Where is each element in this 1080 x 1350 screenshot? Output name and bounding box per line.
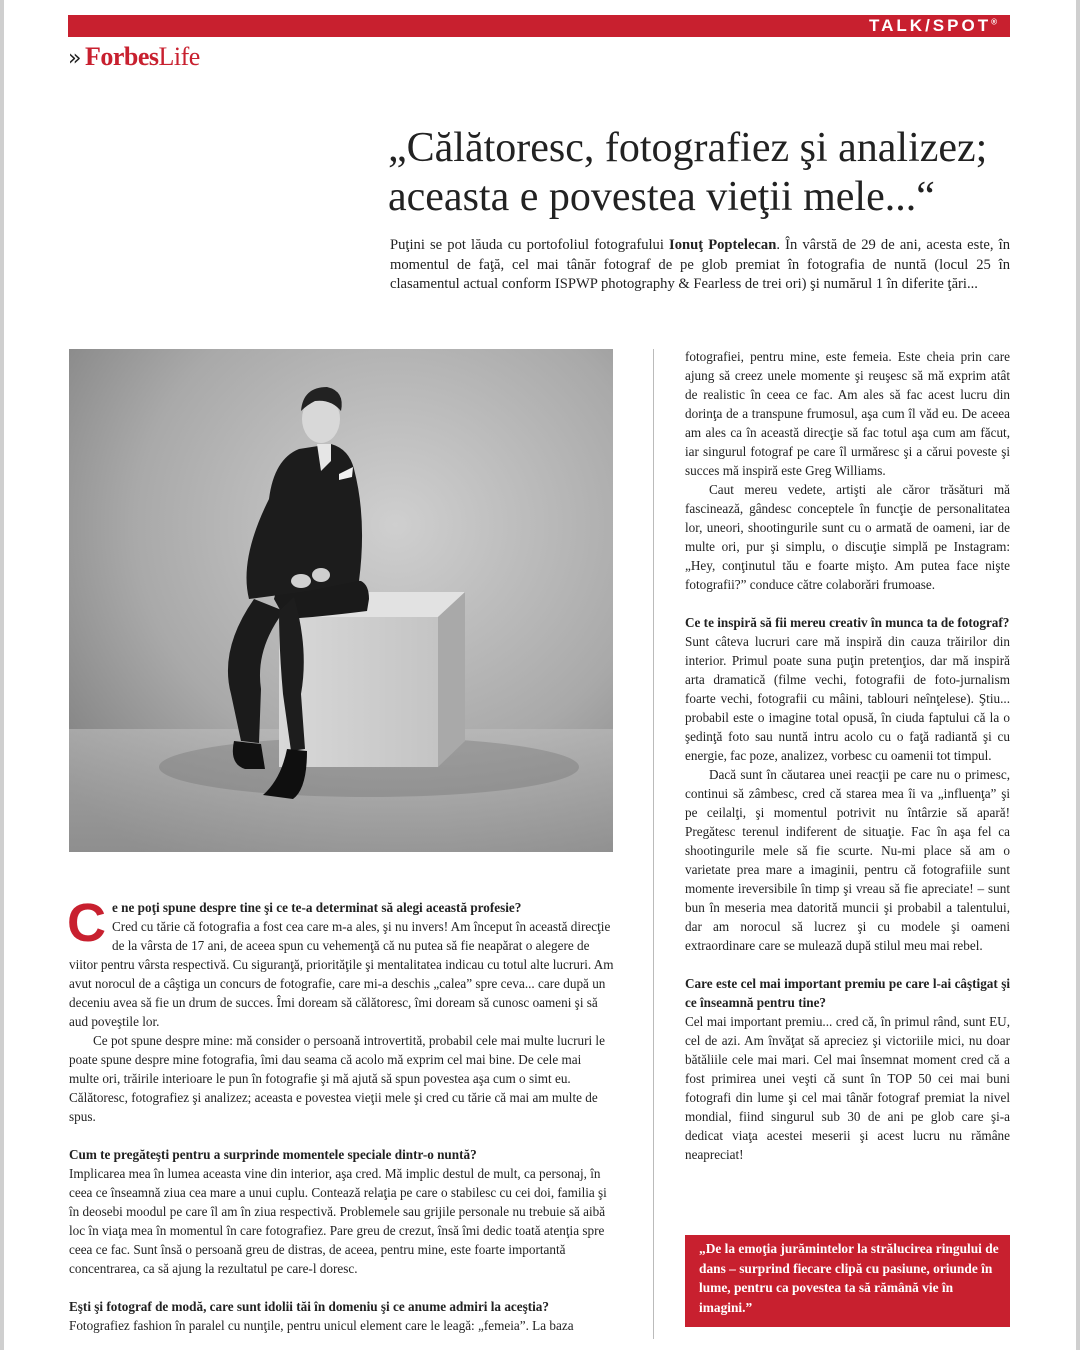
question-3: Eşti şi fotograf de modă, care sunt idolii tăi în domeniu şi ce anume admiri la aceştia? [69, 1299, 549, 1314]
article-headline: „Călătoresc, fotografiez şi analizez; aceasta e povestea vieţii mele...“ [388, 125, 988, 220]
answer-1-continued: Ce pot spune despre mine: mă consider o persoană introvertită, probabil cele mai multe lucruri le poate spune despre mine fotografia, îmi dau seama că acolo mă exprim cel mai bine. De cele mai multe ori, trăirile interioare le pun în fotografie şi mă ajută să spun povestea aşa cum o simt eu. Călătoresc, fotografiez şi analizez; aceasta e povestea vieţii mele şi cred cu tărie că mai am multe de spus. [69, 1033, 605, 1124]
question-5: Care este cel mai important premiu pe care l-ai câştigat şi ce înseamnă pentru tine? [685, 976, 1010, 1010]
question-1: Ce ne poţi spune despre tine şi ce te-a determinat să alegi această profesie? [67, 893, 522, 953]
question-4: Ce te inspiră să fii mereu creativ în munca ta de fotograf? [685, 615, 1010, 630]
question-2: Cum te pregăteşti pentru a surprinde momentele speciale dintr-o nuntă? [69, 1147, 477, 1162]
left-column [67, 893, 614, 1335]
column-divider [653, 349, 654, 1339]
answer-3: Fotografiez fashion în paralel cu nunţile, pentru unicul element care le leagă: „femeia”. La baza [69, 1318, 574, 1333]
forbes-life-logo: » ForbesLife [68, 42, 200, 71]
answer-3-continued: fotografiei, pentru mine, este femeia. Este cheia prin care ajung să creez unele momente şi reuşesc să mă exprim atât de realistic în ceea ce fac. Am ales să fac acest lucru din dorinţa de a transpune frumosul, aşa cum îl văd eu. De aceea am ales ca în această direcţie să fac totul aşa cum am făcut, iar singurul fotograf pe care îl urmăresc şi a cărui poveste şi succes mă inspiră este Greg Williams. [685, 349, 1010, 478]
answer-4: Sunt câteva lucruri care mă inspiră din cauza trăirilor din interior. Primul poate suna puţin pretenţios, dar mă inspiră arta dramatică (filme vechi, fotografii de foto-jurnalism foarte vechi, fotografii cu mâini, tablouri neînţelese). Ştiu... probabil este o imagine total opusă, în ciuda faptului că la o şedinţă foto sau nuntă intru acolo cu o faţă radiantă şi cu energie, fac poze, analizez, vorbesc cu oamenii tot timpul. [685, 634, 1010, 763]
page-edge-left [0, 0, 4, 1350]
article-lede: Puţini se pot lăuda cu portofoliul fotografului Ionuţ Poptelecan. În vârstă de 29 de ani, acesta este, în momentul de faţă, cel mai tânăr fotograf de pe glob premiat în fotografia de nuntă (locul 25 în clasamentul actual conform ISPWP photography & Fearless de trei ori) şi numărul 1 în diferite ţări... [390, 237, 1010, 292]
page-edge-right [1076, 0, 1080, 1350]
right-column [685, 347, 1010, 1164]
answer-1: Cred cu tărie că fotografia a fost cea care m-a ales, şi nu invers! Am început în această direcţie de la vârsta de 17 ani, de aceea spun cu vehemenţă că nu putea să fie neapărat o alegere de viitor pentru vârsta respectivă. Cu siguranţă, priorităţile şi mentalitatea indicau cu totul alte lucruri. Am avut norocul de a câştiga un concurs de fotografie, care mi-a deschis „calea” spre ceva... care după un deceniu avea să fie un drum de succes. Îmi doream să călătoresc, îmi doream să cunosc oameni şi să aud poveştile lor. [69, 919, 614, 1029]
answer-5: Cel mai important premiu... cred că, în primul rând, sunt EU, cel de azi. Am învăţat să apreciez şi victoriile mici, nu doar bătăliile cele mai mari. Cel mai însemnat moment cred că a fost primirea unei veşti că sunt în TOP 50 cei mai buni fotografi din lume şi cel mai tânăr fotograf premiat la nivel mondial, fiind singurul sub 30 de ani pe glob care şi-a dedicat viaţa acestei meserii şi acest lucru nu rămâne neapreciat! [685, 1014, 1010, 1162]
answer-4-continued: Dacă sunt în căutarea unei reacţii pe care nu o primesc, continui să zâmbesc, cred că starea mea îi va „influenţa” şi pe ceilalţi, şi momentul potrivit nu întârzie să apară! Pregătesc terenul indiferent de situaţie. Fac în aşa fel ca shootingurile mele să fie scurte. Nu-mi place să am o varietate prea mare a imaginii, pentru că fotografiile sunt momente ireversibile în timp şi vreau să fie apreciate! – sunt bun în meseria mea datorită muncii şi probabil a talentului, dar am norocul să lucrez şi cu modele şi oameni extraordinare care se mulează după stilul meu mai rebel. [685, 767, 1010, 953]
drop-cap: C [67, 893, 106, 953]
section-bar [68, 15, 1010, 37]
answer-3-paragraph-2: Caut mereu vedete, artişti ale căror trăsături mă fascinează, gândesc conceptele în funcţie de personalitatea lor, uneori, shootingurile sunt cu o armată de oameni, iar de multe ori, pur şi simplu, o discuţie simplă pe Instagram: „Hey, conţinutul tău e foarte mişto. Am putea face nişte fotografii?” conduce către colaborări frumoase. [685, 482, 1010, 592]
pull-quote: „De la emoţia jurămintelor la strălucirea ringului de dans – surprind fiecare clipă cu pasiune, oriunde în lume, pentru ca povestea ta să rămână vie în imagini.” [685, 1235, 1010, 1327]
chevron-icon: » [68, 46, 81, 71]
answer-2: Implicarea mea în lumea aceasta vine din interior, aşa cred. Mă implic destul de mult, ca personaj, în ceea ce înseamnă ziua cea mare a unui cuplu. Contează relaţia pe care o stabilesc cu cei doi, familia şi în deosebi moodul pe care îl am în ziua respectivă. Problemele sau grijile personale nu trebuie să aibă loc în viaţa mea în momentul în care fotografiez. Pare greu de crezut, însă îmi dedic toată atenţia spre ceea ce fac. Sunt însă o persoană greu de distras, de aceea, pentru mine, este foarte importantă concentrarea, ca să ajung la rezultatul pe care-l doresc. [69, 1166, 607, 1276]
portrait-photo [69, 349, 613, 852]
section-label: TALK/SPOT® [869, 16, 1000, 35]
